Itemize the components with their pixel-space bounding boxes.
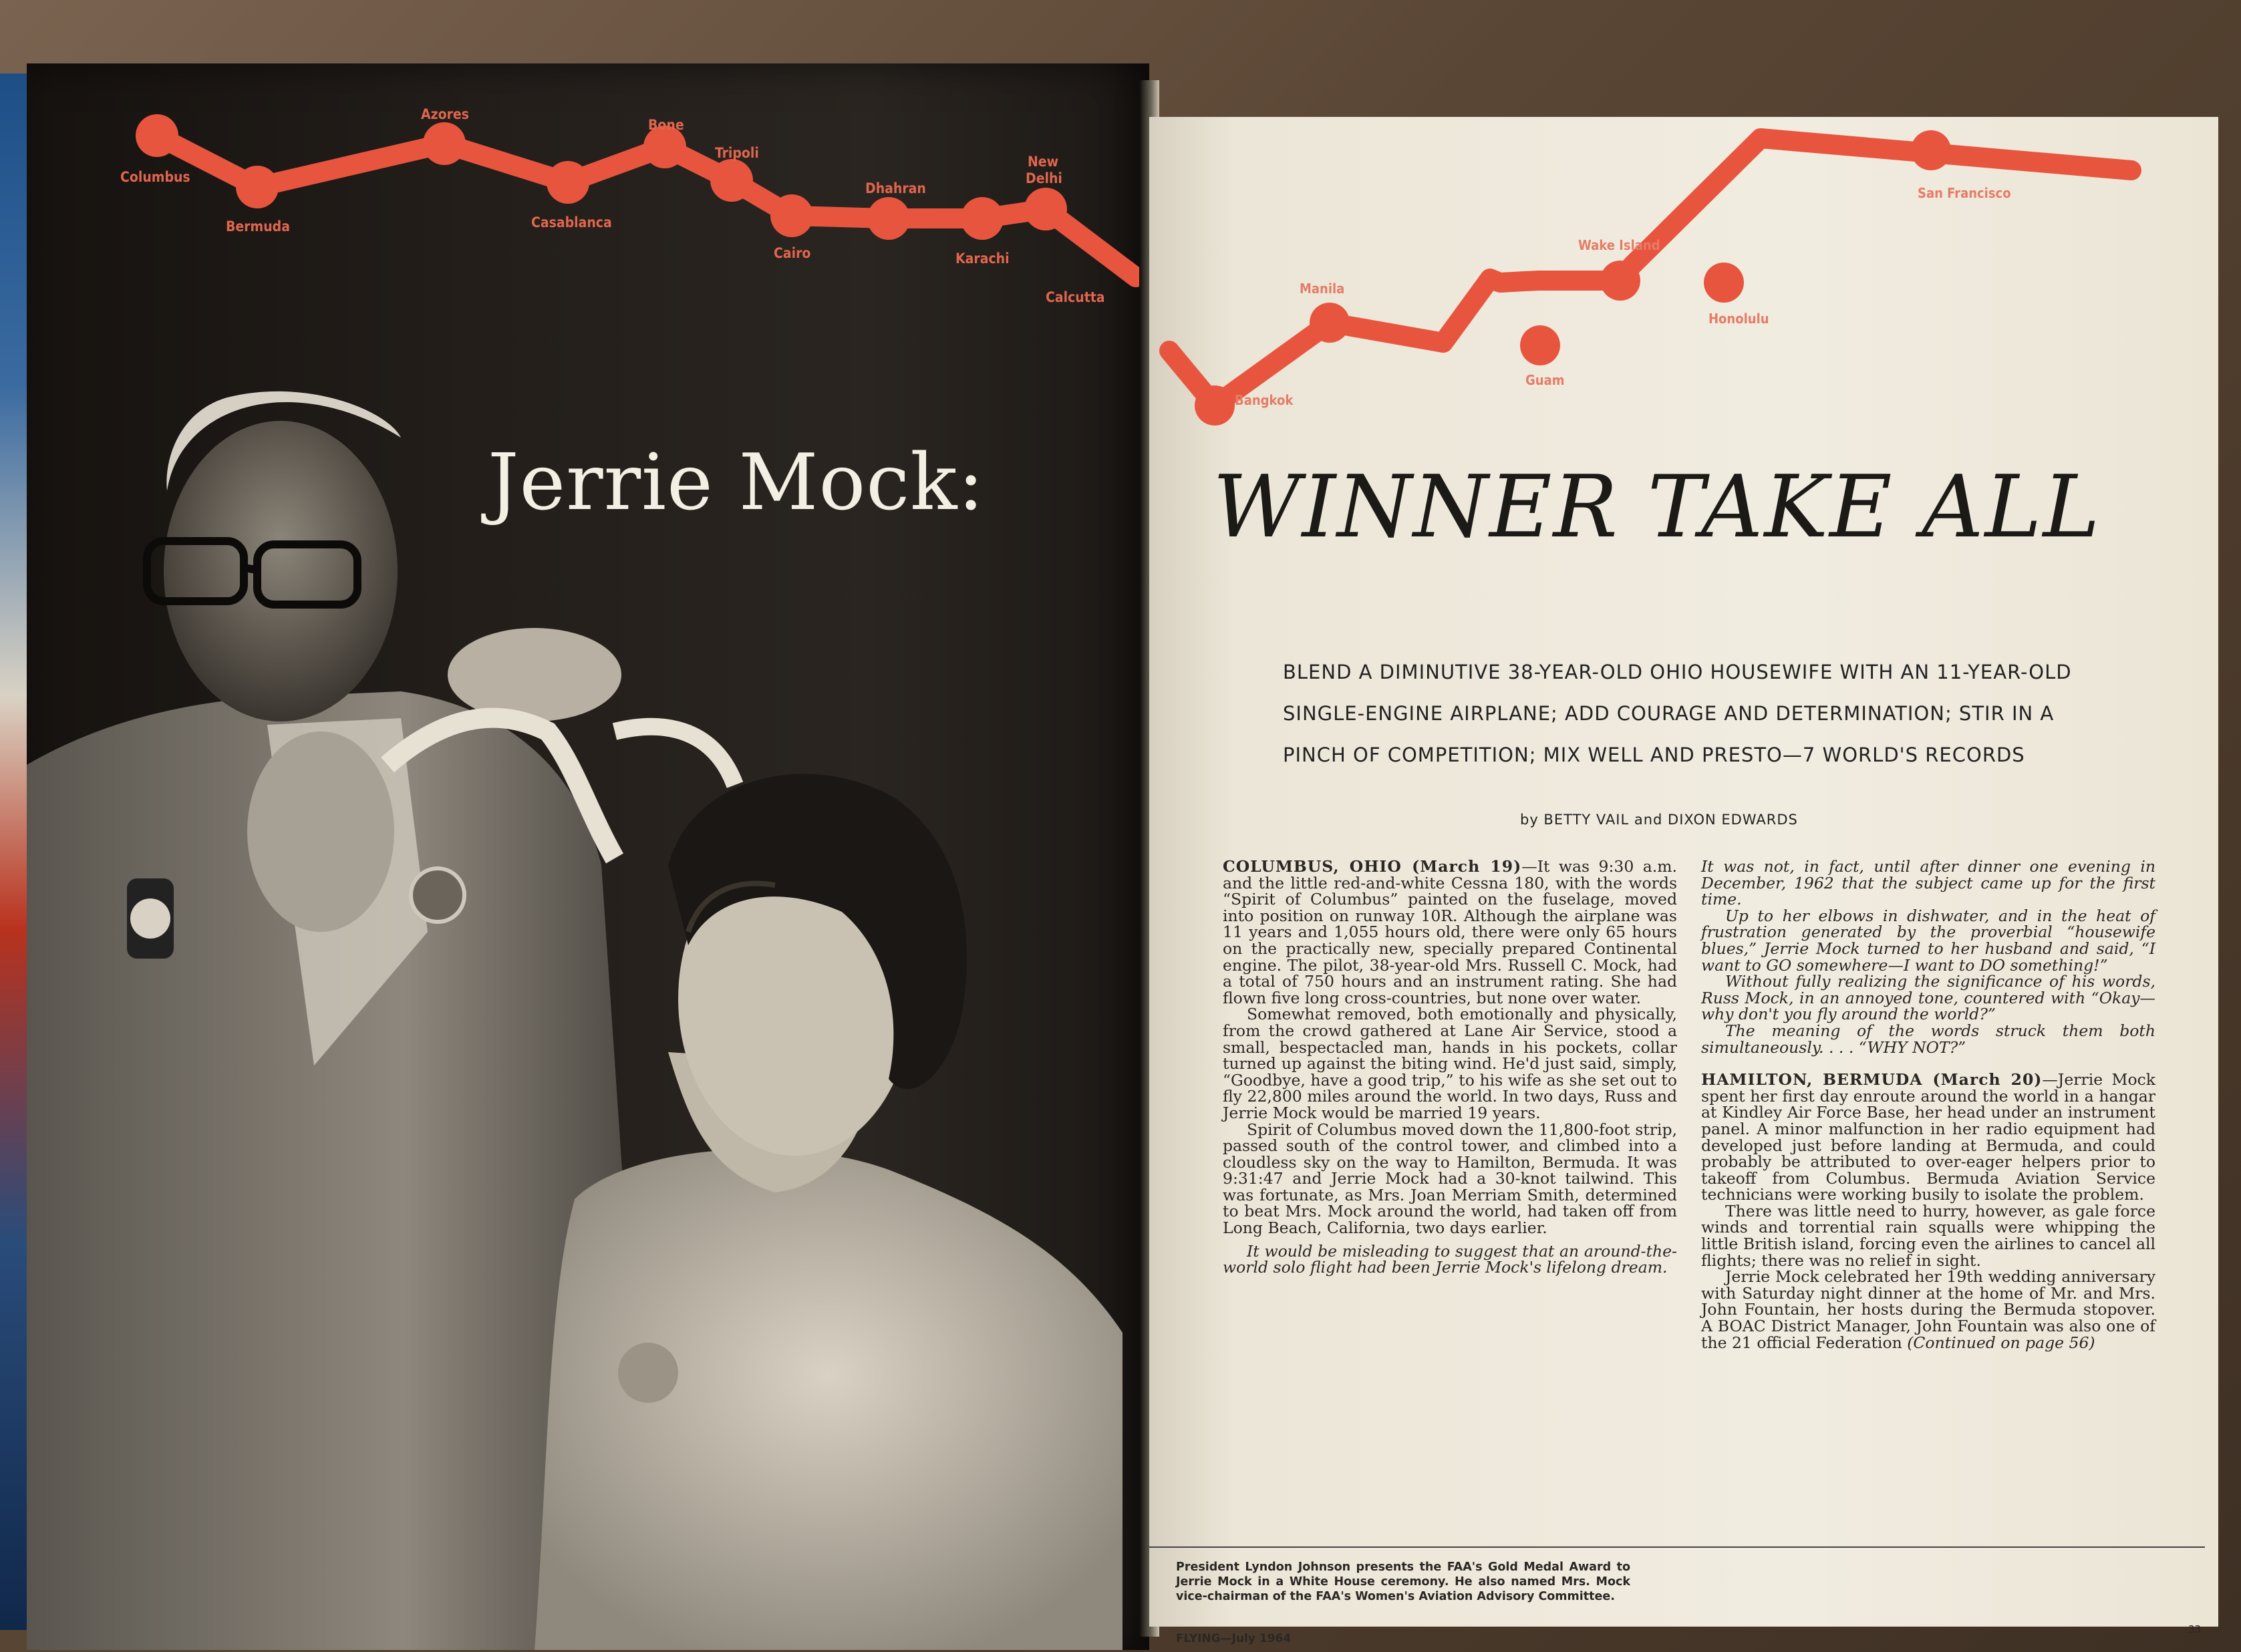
city-label: Guam [1525,372,1565,388]
deck-line: BLEND A DIMINUTIVE 38-YEAR-OLD OHIO HOUSEWIFE WITH AN 11-YEAR-OLD [1283,661,2072,683]
city-label: Cairo [774,245,811,261]
city-label: Bermuda [226,218,290,234]
city-label: Casablanca [531,214,612,230]
photo-caption: President Lyndon Johnson presents the FAA's Gold Medal Award to Jerrie Mock in a White House ceremony. He also named Mrs. Mock vice-chairman of the FAA's Women's Aviation Advisory Committee. [1176,1560,1630,1603]
deck-line: SINGLE-ENGINE AIRPLANE; ADD COURAGE AND DETERMINATION; STIR IN A [1283,702,2055,725]
paragraph: It would be misleading to suggest that an around-the-world solo flight had been Jerrie Mock's lifelong dream. [1223,1241,1677,1277]
previous-pages-edge [0,73,27,1630]
city-label: Dhahran [865,180,926,196]
paragraph-text: —Jerrie Mock spent her first day enroute around the world in a hangar at Kindley Air Force Base, her head under an instrument panel. A minor malfunction in her radio equipment had developed just before landing at Bermuda, and could probably be attributed to over-eager helpers prior to takeoff from Columbus. Bermuda Aviation Service technicians were working busily to isolate the problem. [1701,1070,2155,1204]
city-label: San Francisco [1918,185,2011,201]
city-label: Azores [421,106,469,122]
city-label: Columbus [120,169,190,185]
continued-note: (Continued on page 56) [1907,1333,2095,1352]
city-label: Honolulu [1708,311,1769,327]
city-label: Delhi [1026,170,1062,186]
paragraph-text: —It was 9:30 a.m. and the little red-and-white Cessna 180, with the words “Spirit of Columbus” painted on the fuselage, moved into position on runway 10R. Although the airplane was 11 years and 1,055 hours old, there were only 65 hours on the practically new, specially prepared Continental engine. The pilot, 38-year-old Mrs. Russell C. Mock, had a total of 750 hours and an instrument rating. She had flown five long cross-countries, but none over water. [1223,857,1677,1007]
stop-marker [1195,385,1235,426]
paragraph: It was not, in fact, until after dinner one evening in December, 1962 that the subject came up for the first time. [1701,857,2155,909]
byline: by BETTY VAIL and DIXON EDWARDS [1520,812,1798,828]
headline-right: WINNER TAKE ALL [1213,458,2101,557]
stop-marker [1600,261,1640,301]
paragraph-text: Jerrie Mock celebrated her 19th wedding anniversary with Saturday night dinner at the home of Mr. and Mrs. John Fountain, her hosts during the Bermuda stopover. A BOAC District Manager, John Fountain was also one of the 21 official Federation [1701,1267,2155,1352]
city-label: New [1028,154,1059,170]
page-number: 33 [2188,1623,2202,1635]
route-line-right [1149,117,2218,418]
paragraph: Without fully realizing the significance of his words, Russ Mock, in an annoyed tone, countered with “Okay—why don't you fly around the world?” [1701,972,2155,1024]
paragraph: There was little need to hurry, however, as gale force winds and torrential rain squalls were whipping the little British island, forcing even the airlines to cancel all flights; there was no relief in sight. [1701,1201,2155,1270]
divider [1149,1546,2205,1548]
right-page [1149,117,2218,1645]
deck-subheading [1283,651,2192,776]
paragraph [1701,1071,2155,1203]
city-label: Bone [648,117,684,133]
paragraph: Spirit of Columbus moved down the 11,800-foot strip, passed south of the control tower, and climbed into a cloudless sky on the way to Hamilton, Bermuda. It was 9:31:47 and Jerrie Mock had a 30-knot tailwind. This was fortunate, as Mrs. Joan Merriam Smith, determined to beat Mrs. Mock around the world, had taken off from Long Beach, California, two days earlier. [1223,1120,1677,1238]
city-label: Karachi [955,251,1010,267]
city-label: Tripoli [715,145,759,161]
paragraph: Up to her elbows in dishwater, and in the heat of frustration generated by the proverbial “housewife blues,” Jerrie Mock turned to her husband and said, “I want to GO somewhere—I want to DO something!” [1701,906,2155,975]
dateline: HAMILTON, BERMUDA (March 20) [1701,1070,2043,1090]
stop-marker [1520,325,1560,365]
stop-marker [1704,263,1744,303]
stop-marker [1911,130,1951,170]
deck-line: PINCH OF COMPETITION; MIX WELL AND PRESTO—7 WORLD'S RECORDS [1283,744,2025,766]
paragraph [1701,1269,2155,1351]
headline-left: Jerrie Mock: [488,438,985,528]
paragraph: The meaning of the words struck them both simultaneously. . . . “WHY NOT?” [1701,1021,2155,1057]
article-column-1 [1223,858,1677,1276]
article-column-2 [1701,858,2155,1351]
city-label: Bangkok [1235,392,1294,408]
city-label: Manila [1300,281,1345,297]
city-label: Wake Island [1578,237,1660,253]
magazine-footer: FLYING—July 1964 [1176,1632,1292,1645]
paragraph [1223,858,1677,1006]
photo-johnson-and-mock [27,63,1149,1650]
stop-marker [1310,303,1350,343]
city-label: Calcutta [1046,289,1105,305]
dateline: COLUMBUS, OHIO (March 19) [1223,857,1522,876]
paragraph: Somewhat removed, both emotionally and physically, from the crowd gathered at Lane Air Service, stood a small, bespectacled man, hands in his pockets, collar turned up against the biting wind. He'd just said, simply, “Goodbye, have a good trip,” to his wife as she set out to fly 22,800 miles around the world. In two days, Russ and Jerrie Mock would be married 19 years. [1223,1005,1677,1122]
left-page [27,63,1149,1650]
